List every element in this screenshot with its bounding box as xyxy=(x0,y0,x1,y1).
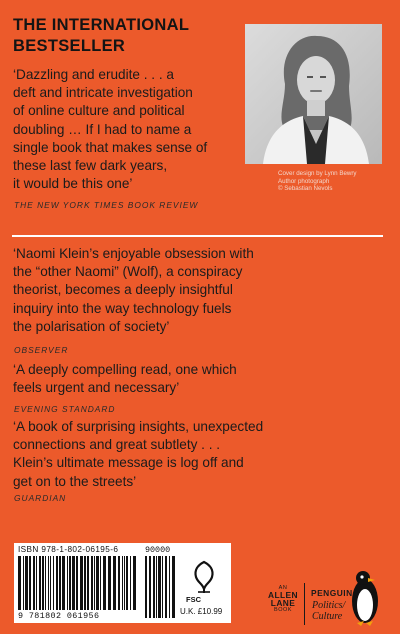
barcode-bar xyxy=(122,556,123,610)
category-line: Culture xyxy=(312,611,343,622)
caption-line: © Sebastian Nevols xyxy=(278,185,333,193)
barcode-bar xyxy=(50,556,51,610)
barcode-bar xyxy=(53,556,54,610)
barcode-bar xyxy=(145,556,147,618)
barcode-bar xyxy=(42,556,44,610)
quote-line: the “other Naomi” (Wolf), a conspiracy xyxy=(13,264,243,280)
barcode-bar xyxy=(172,556,175,618)
barcode-bar xyxy=(96,556,99,610)
quote-line: Klein’s ultimate message is log off and xyxy=(13,455,244,471)
barcode-bar xyxy=(18,556,21,610)
barcode-bar xyxy=(124,556,125,610)
barcode-number: 9 781802 061956 xyxy=(18,611,100,621)
barcode-bar xyxy=(126,556,128,610)
publisher-name: PENGUIN xyxy=(311,588,353,598)
barcode-bar xyxy=(48,556,49,610)
addon-code: 90000 xyxy=(145,545,171,555)
credits-caption xyxy=(278,170,388,193)
barcode-bar xyxy=(72,556,75,610)
imprint-allen: ALLEN xyxy=(268,590,298,600)
addon-barcode xyxy=(145,556,175,618)
barcode-bar xyxy=(59,556,61,610)
caption-line: Author photograph xyxy=(278,177,330,185)
barcode-bar xyxy=(25,556,28,610)
quote-line: ‘A book of surprising insights, unexpected xyxy=(13,419,264,434)
fsc-tree-logo-icon xyxy=(184,559,224,595)
barcode-bar xyxy=(158,556,161,618)
headline xyxy=(13,15,233,57)
barcode-bar xyxy=(91,556,93,610)
quote-line: inquiry into the way technology fuels xyxy=(13,300,232,316)
barcode-bar xyxy=(169,556,170,618)
barcode-bar xyxy=(113,556,116,610)
quote-line: ‘Dazzling and erudite . . . a xyxy=(13,67,174,82)
barcode-bar xyxy=(62,556,65,610)
barcode-bar xyxy=(80,556,83,610)
barcode-bar xyxy=(130,556,131,610)
imprint-divider xyxy=(304,583,305,625)
author-photo xyxy=(245,24,382,164)
quote-evening-standard xyxy=(13,361,237,397)
ean-barcode xyxy=(18,556,138,610)
quote-line: feels urgent and necessary’ xyxy=(13,380,180,396)
barcode-bar xyxy=(56,556,58,610)
barcode-bar xyxy=(100,556,101,610)
barcode-bar xyxy=(103,556,106,610)
barcode-bar xyxy=(39,556,41,610)
quote-source-evening-standard: EVENING STANDARD xyxy=(14,404,116,414)
quote-guardian xyxy=(13,418,263,491)
barcode-bar xyxy=(87,556,89,610)
quote-observer xyxy=(13,245,254,336)
divider-rule xyxy=(12,235,383,237)
imprint-an: AN xyxy=(278,585,288,591)
quote-line: the polarisation of society’ xyxy=(13,318,170,334)
category-label xyxy=(312,600,345,622)
quote-source-guardian: GUARDIAN xyxy=(14,493,67,503)
barcode-bar xyxy=(29,556,31,610)
quote-nyt xyxy=(13,66,207,193)
headline-line-2: BESTSELLER xyxy=(13,37,126,55)
barcode-bar xyxy=(33,556,35,610)
quote-line: ‘Naomi Klein’s enjoyable obsession with xyxy=(13,246,254,261)
quote-line: these last few dark years, xyxy=(13,158,168,174)
quote-line: single book that makes sense of xyxy=(13,139,208,155)
barcode-bar xyxy=(69,556,71,610)
barcode-bar xyxy=(108,556,111,610)
barcode-bar xyxy=(36,556,37,610)
quote-line: get on to the streets’ xyxy=(13,473,137,489)
barcode-bar xyxy=(67,556,68,610)
quote-line: of online culture and political xyxy=(13,103,185,119)
barcode-bar xyxy=(45,556,46,610)
quote-line: it would be this one’ xyxy=(13,176,133,192)
caption-line: Cover design by Lynn Bewry xyxy=(278,170,357,177)
fsc-label: FSC xyxy=(186,595,201,604)
barcode-bar xyxy=(165,556,167,618)
barcode-bar xyxy=(23,556,24,610)
penguin-logo-icon xyxy=(348,565,382,627)
barcode-bar xyxy=(153,556,155,618)
imprint-book: BOOK xyxy=(274,607,292,613)
barcode-bar xyxy=(118,556,120,610)
barcode-bar xyxy=(133,556,136,610)
isbn-text: ISBN 978-1-802-06195-6 xyxy=(18,545,119,554)
quote-line: theorist, becomes a deeply insightful xyxy=(13,282,233,298)
quote-source-nyt: THE NEW YORK TIMES BOOK REVIEW xyxy=(14,200,199,210)
quote-line: connections and great subtlety . . . xyxy=(13,437,221,453)
imprint-lane: LANE xyxy=(270,598,296,608)
allen-lane-imprint xyxy=(268,585,298,613)
barcode-bar xyxy=(76,556,78,610)
barcode-bar xyxy=(94,556,95,610)
price: U.K. £10.99 xyxy=(180,607,223,616)
quote-line: doubling … If I had to name a xyxy=(13,121,192,137)
barcode-bar xyxy=(156,556,157,618)
category-line: Politics/ xyxy=(312,600,346,611)
headline-line-1: THE INTERNATIONAL xyxy=(13,16,190,34)
quote-line: ‘A deeply compelling read, one which xyxy=(13,362,237,377)
barcode-bar xyxy=(162,556,163,618)
author-portrait-image xyxy=(245,24,382,164)
quote-line: deft and intricate investigation xyxy=(13,85,193,101)
barcode-bar xyxy=(149,556,151,618)
barcode-panel xyxy=(14,543,231,623)
quote-source-observer: OBSERVER xyxy=(14,345,69,355)
barcode-bar xyxy=(84,556,86,610)
